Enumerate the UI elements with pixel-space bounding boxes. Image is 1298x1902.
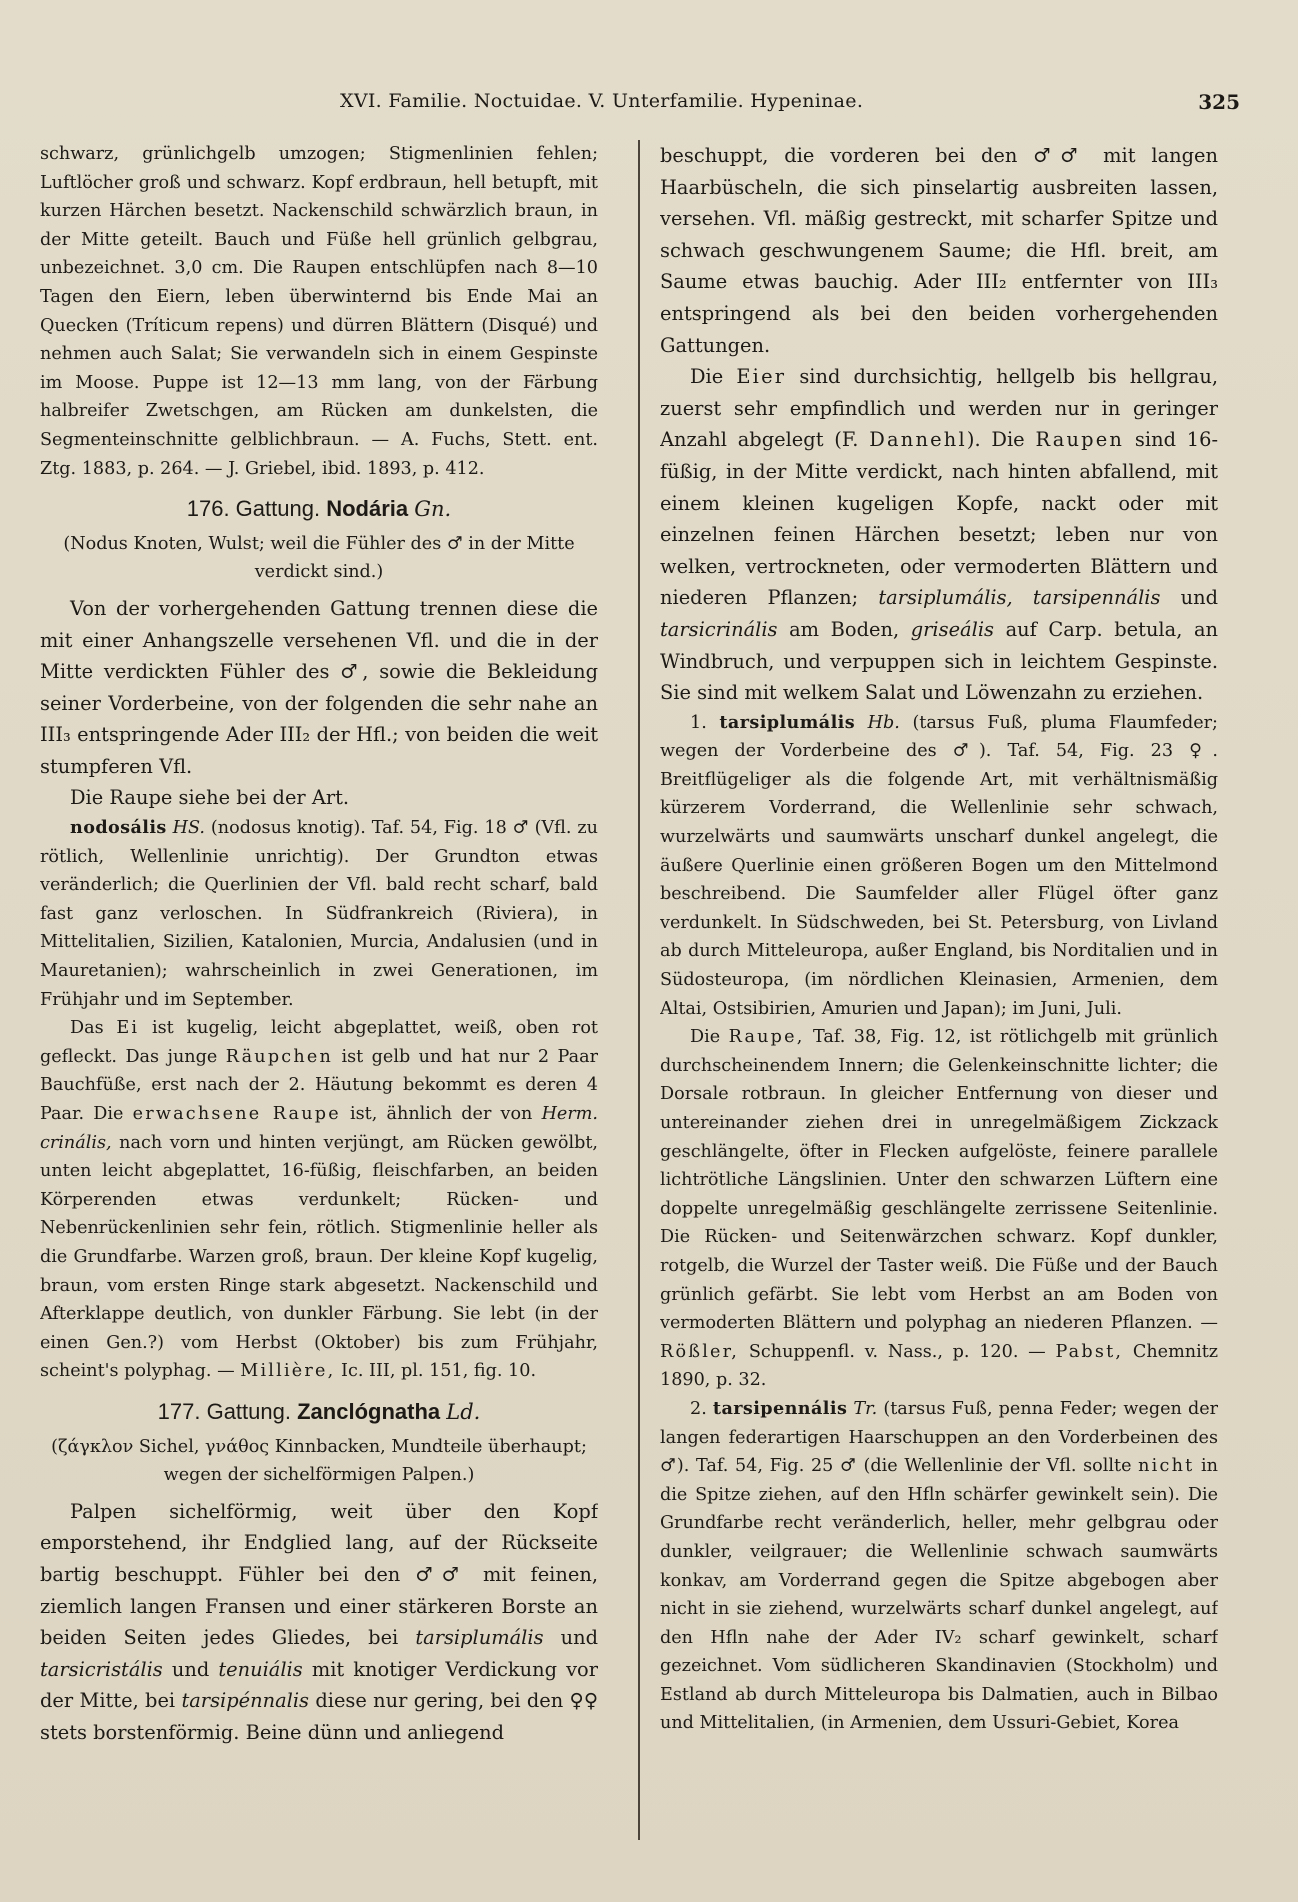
genus-description: Von der vorhergehenden Gattung trennen diese die mit einer Anhangszelle versehenen Vfl. und die in der Mitte verdickten Fühler des ♂, sowie die Bekleidung seiner Vorderbeine, von der folgenden die sehr nahe an III₃ entspringende Ader III₂ der Hfl.; von beiden die weit stumpferen Vfl.	[40, 596, 598, 778]
species-entry-tarsiplumalis: 1. tarsiplumális Hb. (tarsus Fuß, pluma Flaumfeder; wegen der Vorderbeine des ♂). Taf. 54, Fig. 23 ♀. Breitflügeliger als die folgende Art, mit verhältnismäßig kürzerem Vorderrand, die Wellenlinie sehr schwach, wurzelwärts und saumwärts unscharf dunkel angelegt, die äußere Querlinie einen größeren Bogen um den Mittelmond beschreibend. Die Saumfelder aller Flügel öfter ganz verdunkelt. In Südschweden, bei St. Petersburg, von Livland ab durch Mitteleuropa, außer England, bis Norditalien und in Südosteuropa, (im nördlichen Kleinasien, Armenien, dem Altai, Ostsibirien, Amurien und Japan); im Juni, Juli.	[660, 711, 1218, 1019]
genus-number: 177. Gattung.	[157, 1398, 291, 1424]
running-header	[0, 86, 1298, 122]
right-column	[660, 140, 1218, 1860]
species-author: Hb.	[867, 712, 900, 733]
paragraph-eggs-larvae: Die Eier sind durchsichtig, hellgelb bis hellgrau, zuerst sehr empfindlich und werden nur in geringer Anzahl abgelegt (F. Dannehl). Die Raupen sind 16-füßig, in der Mitte verdickt, nach hinten abfallend, mit einem kleinen kugeligen Kopfe, nackt oder mit einzelnen feinen Härchen besetzt; leben nur von welken, vertrockneten, oder vermoderten Blättern und niederen Pflanzen; tarsiplumális, tarsipennális und tarsicrinális am Boden, griseális auf Carp. betula, an Windbruch, und verpuppen sich in leichtem Gespinste. Sie sind mit welkem Salat und Löwenzahn zu erziehen.	[660, 365, 1218, 705]
paragraph-continuation: schwarz, grünlichgelb umzogen; Stigmenlinien fehlen; Luftlöcher groß und schwarz. Kopf erdbraun, hell betupft, mit kurzen Härchen besetzt. Nackenschild schwärzlich braun, in der Mitte geteilt. Bauch und Füße hell grünlich gelbgrau, unbezeichnet. 3,0 cm. Die Raupen entschlüpfen nach 8—10 Tagen den Eiern, leben überwinternd bis Ende Mai an Quecken (Tríticum repens) und dürren Blättern (Disqué) und nehmen auch Salat; Sie verwandeln sich in einem Gespinste im Moose. Puppe ist 12—13 mm lang, von der Färbung halbreifer Zwetschgen, am Rücken am dunkelsten, die Segmenteinschnitte gelblichbraun. — A. Fuchs, Stett. ent. Ztg. 1883, p. 264. — J. Griebel, ibid. 1893, p. 412.	[40, 144, 598, 479]
species-entry-tarsipennalis: 2. tarsipennális Tr. (tarsus Fuß, penna Feder; wegen der langen federartigen Haarschuppen an den Vorderbeinen des ♂). Taf. 54, Fig. 25 ♂ (die Wellenlinie der Vfl. sollte nicht in die Spitze ziehen, auf den Hfln schärfer gewinkelt sein). Die Grundfarbe recht veränderlich, heller, mehr gelbgrau oder dunkler, veilgrauer; die Wellenlinie schwach saumwärts konkav, am Vorderrand gegen die Spitze abgebogen aber nicht in sie ziehend, wurzelwärts scharf dunkel angelegt, auf den Hfln nahe der Ader IV₂ scharf gewinkelt, scharf gezeichnet. Vom südlicheren Skandinavien (Stockholm) und Estland ab durch Mitteleuropa bis Dalmatien, auch in Bilbao und Mittelitalien, (in Armenien, dem Ussuri-Gebiet, Korea	[660, 1397, 1218, 1734]
species-name: tarsiplumális	[719, 711, 856, 733]
species-entry-nodosalis	[40, 814, 598, 1014]
genus-larva-note: Die Raupe siehe bei der Art.	[70, 786, 350, 810]
species-author: Tr.	[853, 1398, 878, 1419]
paragraph-larva: Das Ei ist kugelig, leicht abgeplattet, weiß, oben rot gefleckt. Das junge Räupchen ist gelb und hat nur 2 Paar Bauchfüße, erst nach der 2. Häutung bekommt es deren 4 Paar. Die erwachsene Raupe ist, ähnlich der von Herm. crinális, nach vorn und hinten verjüngt, am Rücken gewölbt, unten leicht abgeplattet, 16-füßig, fleischfarben, an beiden Körperenden etwas verdunkelt; Rücken- und Nebenrückenlinien sehr fein, rötlich. Stigmenlinie heller als die Grundfarbe. Warzen groß, braun. Der kleine Kopf kugelig, braun, vom ersten Ringe stark abgesetzt. Nackenschild und Afterklappe deutlich, von dunkler Färbung. Sie lebt (in der einen Gen.?) vom Herbst (Oktober) bis zum Frühjahr, scheint's polyphag. — Millière, Ic. III, pl. 151, fig. 10.	[40, 1018, 598, 1382]
paragraph-continuation: beschuppt, die vorderen bei den ♂♂ mit langen Haarbüscheln, die sich pinselartig ausbreiten lassen, versehen. Vfl. mäßig gestreckt, mit scharfer Spitze und schwach geschwungenem Saume; die Hfl. breit, am Saume etwas bauchig. Ader III₂ entfernter von III₃ entspringend als bei den beiden vorhergehenden Gattungen.	[660, 144, 1218, 357]
column-divider	[638, 140, 640, 1840]
genus-name: Nodária	[326, 496, 409, 522]
left-column	[40, 140, 598, 1860]
species-name: tarsipennális	[712, 1397, 848, 1419]
genus-author: Gn.	[414, 497, 452, 522]
genus-heading-176	[40, 495, 598, 524]
genus-etymology: (ζάγκλον Sichel, γνάθος Kinnbacken, Mundteile überhaupt; wegen der sichelförmigen Palpen.)	[51, 1436, 587, 1486]
genus-etymology: (Nodus Knoten, Wulst; weil die Fühler des ♂ in der Mitte verdickt sind.)	[63, 533, 575, 583]
genus-description: Palpen sichelförmig, weit über den Kopf emporstehend, ihr Endglied lang, auf der Rückseite bartig beschuppt. Fühler bei den ♂♂ mit feinen, ziemlich langen Fransen und einer stärkeren Borste an beiden Seiten jedes Gliedes, bei tarsiplumális und tarsicristális und tenuiális mit knotiger Verdickung vor der Mitte, bei tarsipénnalis diese nur gering, bei den ♀♀ stets borstenförmig. Beine dünn und anliegend	[40, 1499, 598, 1744]
species-text: (nodosus knotig). Taf. 54, Fig. 18 ♂ (Vfl. zu rötlich, Wellenlinie unrichtig). Der Grundton etwas veränderlich; die Querlinien der Vfl. bald recht scharf, bald fast ganz verloschen. In Südfrankreich (Riviera), in Mittelitalien, Sizilien, Katalonien, Murcia, Andalusien (und in Mauretanien); wahrscheinlich in zwei Generationen, im Frühjahr und im September.	[40, 818, 598, 1010]
genus-author: Ld.	[446, 1399, 481, 1424]
genus-heading-177	[40, 1398, 598, 1427]
paragraph-larva: Die Raupe, Taf. 38, Fig. 12, ist rötlichgelb mit grünlich durchscheinendem Innern; die Gelenkeinschnitte lichter; die Dorsale rotbraun. In gleicher Entfernung von dieser und untereinander ziehen drei in unregelmäßigem Zickzack geschlängelte, öfter in Flecken aufgelöste, feinere parallele lichtrötliche Längslinien. Unter den schwarzen Lüftern eine doppelte unregelmäßig geschlängelte zerrissene Seitenlinie. Die Rücken- und Seitenwärzchen schwarz. Kopf dunkler, rotgelb, die Wurzel der Taster weiß. Die Füße und der Bauch grünlich gefärbt. Sie lebt vom Herbst an am Boden von vermoderten Blättern und polyphag an niederen Pflanzen. — Rößler, Schuppenfl. v. Nass., p. 120. — Pabst, Chemnitz 1890, p. 32.	[660, 1027, 1218, 1391]
running-title: XVI. Familie. Noctuidae. V. Unterfamilie. Hypeninae.	[340, 90, 864, 112]
genus-name: Zanclógnatha	[297, 1398, 441, 1424]
species-author: HS.	[172, 818, 206, 839]
page-number: 325	[1198, 90, 1240, 114]
genus-number: 176. Gattung.	[186, 496, 321, 522]
species-name: nodosális	[70, 817, 167, 839]
